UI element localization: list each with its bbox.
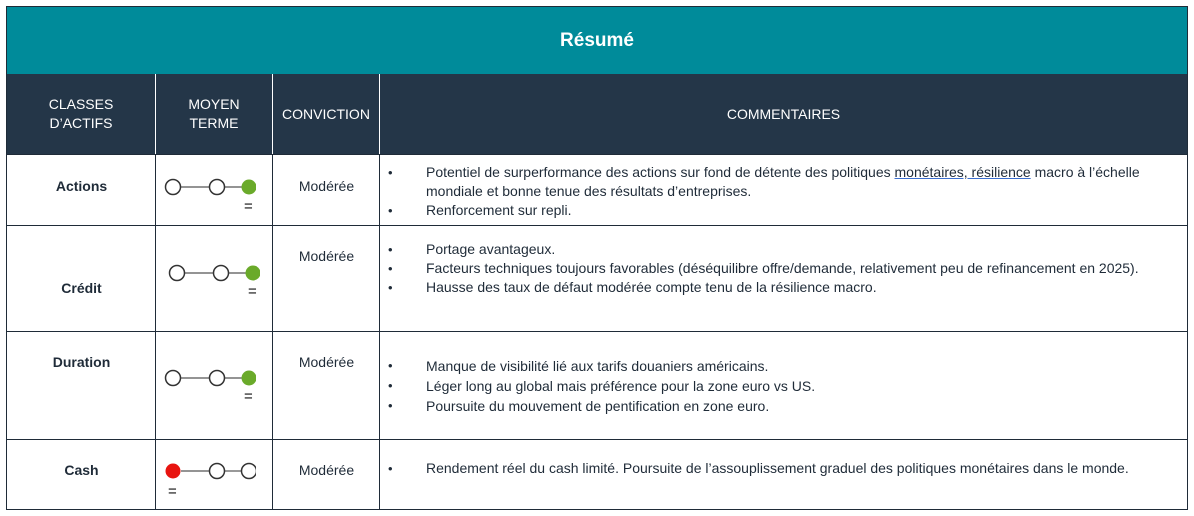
comment-item: • Léger long au global mais préférence pour la zone euro vs US. bbox=[426, 376, 1171, 396]
asset-label: Crédit bbox=[61, 280, 102, 296]
comment-item: • Facteurs techniques toujours favorables (déséquilibre offre/demande, relativement peu de refinancement en 2025). bbox=[426, 259, 1171, 278]
comment-item: • Renforcement sur repli. bbox=[426, 201, 1171, 220]
comment-item: • Hausse des taux de défaut modérée compte tenu de la résilience macro. bbox=[426, 278, 1171, 297]
change-indicator: = bbox=[244, 388, 253, 405]
change-indicator: = bbox=[248, 283, 257, 300]
comment-item: • Poursuite du mouvement de pentification en zone euro. bbox=[426, 396, 1171, 416]
header-asset-class: CLASSES D’ACTIFS bbox=[7, 74, 156, 154]
asset-label: Cash bbox=[64, 462, 99, 478]
comments-list bbox=[380, 163, 1187, 220]
asset-label: Actions bbox=[55, 178, 108, 194]
comments-list bbox=[380, 356, 1187, 416]
dot-right-active bbox=[242, 180, 257, 195]
conviction-value: Modérée bbox=[298, 462, 355, 478]
dot-middle bbox=[210, 371, 225, 386]
asset-label: Duration bbox=[52, 354, 111, 370]
comments-list bbox=[380, 459, 1187, 478]
header-conviction: CONVICTION bbox=[273, 74, 380, 154]
dot-left bbox=[166, 180, 181, 195]
comment-item: • Potentiel de surperformance des actions sur fond de détente des politiques monétaires, résilience macro à l’échelle mondiale et bonne tenue des résultats d’entreprises. bbox=[426, 163, 1171, 201]
comment-item: • Rendement réel du cash limité. Poursuite de l’assouplissement graduel des politiques monétaires dans le monde. bbox=[426, 459, 1171, 478]
conviction-value: Modérée bbox=[298, 178, 355, 194]
comments-list bbox=[380, 240, 1187, 297]
dot-right-active bbox=[242, 371, 257, 386]
dot-left bbox=[170, 266, 185, 281]
dot-right-active bbox=[246, 266, 261, 281]
change-indicator: = bbox=[168, 483, 177, 500]
table-header bbox=[7, 74, 1187, 154]
header-comments: COMMENTAIRES bbox=[726, 105, 841, 122]
comment-item: • Portage avantageux. bbox=[426, 240, 1171, 259]
summary-table bbox=[6, 6, 1188, 510]
dot-middle bbox=[210, 464, 225, 479]
conviction-value: Modérée bbox=[298, 248, 355, 264]
position-dots bbox=[164, 368, 256, 388]
dot-left bbox=[166, 371, 181, 386]
change-indicator: = bbox=[244, 198, 253, 215]
table-row bbox=[7, 154, 1187, 225]
dot-left-active bbox=[166, 464, 181, 479]
dot-middle bbox=[210, 180, 225, 195]
table-row bbox=[7, 225, 1187, 331]
conviction-value: Modérée bbox=[298, 354, 355, 370]
table-title: Résumé bbox=[7, 7, 1187, 74]
position-dots bbox=[164, 461, 256, 481]
dot-middle bbox=[214, 266, 229, 281]
position-dots bbox=[168, 263, 260, 283]
underlined-text: monétaires, résilience bbox=[894, 164, 1031, 180]
table-row bbox=[7, 439, 1187, 509]
position-dots bbox=[164, 177, 256, 197]
table-row bbox=[7, 331, 1187, 439]
comment-item: • Manque de visibilité lié aux tarifs douaniers américains. bbox=[426, 356, 1171, 376]
dot-right bbox=[242, 464, 257, 479]
header-medium-term: MOYEN TERME bbox=[156, 74, 273, 154]
